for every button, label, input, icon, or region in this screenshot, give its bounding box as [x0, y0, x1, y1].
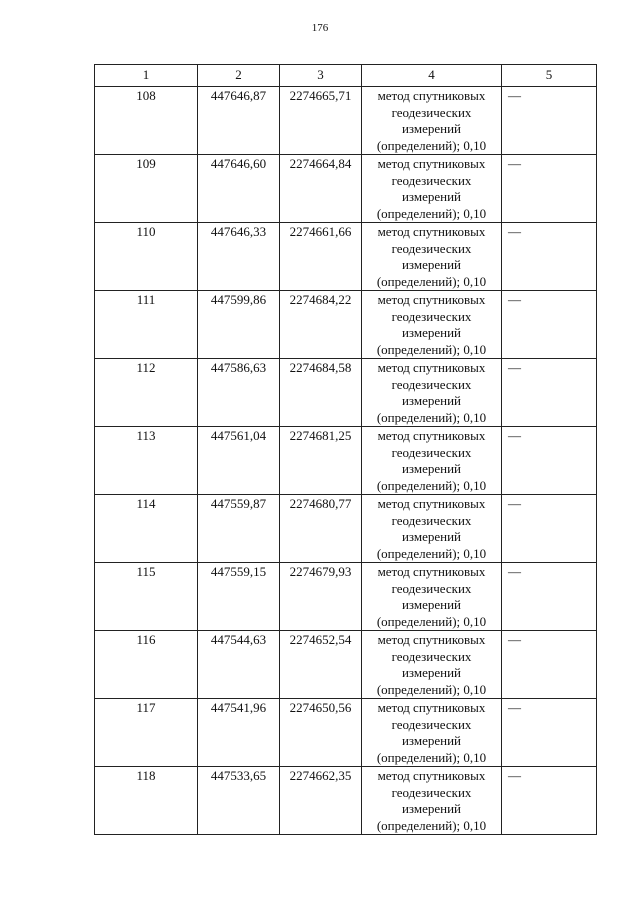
method-line: метод спутниковых — [377, 564, 486, 579]
x-coordinate-cell: 447544,63 — [198, 631, 280, 699]
method-cell — [362, 359, 502, 427]
col5-cell: — — [502, 223, 597, 291]
y-coordinate-cell: 2274684,58 — [280, 359, 362, 427]
table-row — [95, 427, 597, 495]
x-coordinate-cell: 447586,63 — [198, 359, 280, 427]
y-coordinate-cell: 2274684,22 — [280, 291, 362, 359]
method-line: геодезических — [391, 240, 472, 256]
y-coordinate-cell: 2274650,56 — [280, 699, 362, 767]
table-row — [95, 767, 597, 835]
point-number-cell: 111 — [95, 291, 198, 359]
header-col-4: 4 — [362, 65, 502, 87]
method-line: измерений — [401, 189, 462, 204]
method-line: геодезических — [391, 444, 472, 460]
table-row — [95, 223, 597, 291]
x-coordinate-cell: 447561,04 — [198, 427, 280, 495]
point-number-cell: 116 — [95, 631, 198, 699]
point-number-cell: 113 — [95, 427, 198, 495]
method-line: геодезических — [391, 512, 472, 528]
point-number-cell: 108 — [95, 87, 198, 155]
col5-cell: — — [502, 563, 597, 631]
col5-cell: — — [502, 427, 597, 495]
method-line: геодезических — [391, 308, 472, 324]
x-coordinate-cell: 447599,86 — [198, 291, 280, 359]
col5-cell: — — [502, 631, 597, 699]
table-header-row — [95, 65, 597, 87]
col5-cell: — — [502, 359, 597, 427]
method-cell — [362, 155, 502, 223]
method-line: (определений); 0,10 — [376, 409, 487, 425]
method-line: геодезических — [391, 376, 472, 392]
method-cell — [362, 563, 502, 631]
method-line: геодезических — [391, 172, 472, 188]
col5-cell: — — [502, 699, 597, 767]
method-line: геодезических — [391, 716, 472, 732]
method-line: (определений); 0,10 — [376, 613, 487, 629]
point-number-cell: 112 — [95, 359, 198, 427]
method-cell — [362, 767, 502, 835]
point-number-cell: 118 — [95, 767, 198, 835]
method-line: геодезических — [391, 784, 472, 800]
header-col-5: 5 — [502, 65, 597, 87]
header-col-3: 3 — [280, 65, 362, 87]
table-row — [95, 87, 597, 155]
method-line: метод спутниковых — [377, 632, 486, 647]
method-line: геодезических — [391, 104, 472, 120]
method-line: метод спутниковых — [377, 360, 486, 375]
method-line: измерений — [401, 665, 462, 680]
col5-cell: — — [502, 495, 597, 563]
method-line: измерений — [401, 801, 462, 816]
x-coordinate-cell: 447646,33 — [198, 223, 280, 291]
x-coordinate-cell: 447646,87 — [198, 87, 280, 155]
table-row — [95, 631, 597, 699]
table-row — [95, 359, 597, 427]
method-cell — [362, 291, 502, 359]
method-line: измерений — [401, 461, 462, 476]
y-coordinate-cell: 2274652,54 — [280, 631, 362, 699]
col5-cell: — — [502, 291, 597, 359]
point-number-cell: 109 — [95, 155, 198, 223]
y-coordinate-cell: 2274664,84 — [280, 155, 362, 223]
col5-cell: — — [502, 767, 597, 835]
method-line: измерений — [401, 733, 462, 748]
coordinates-table — [94, 64, 597, 835]
x-coordinate-cell: 447559,87 — [198, 495, 280, 563]
table-row — [95, 699, 597, 767]
method-line: измерений — [401, 393, 462, 408]
y-coordinate-cell: 2274661,66 — [280, 223, 362, 291]
method-line: метод спутниковых — [377, 496, 486, 511]
method-line: (определений); 0,10 — [376, 681, 487, 697]
method-line: метод спутниковых — [377, 700, 486, 715]
table-row — [95, 155, 597, 223]
method-line: (определений); 0,10 — [376, 545, 487, 561]
y-coordinate-cell: 2274662,35 — [280, 767, 362, 835]
method-cell — [362, 495, 502, 563]
table-body — [95, 87, 597, 835]
col5-cell: — — [502, 87, 597, 155]
point-number-cell: 114 — [95, 495, 198, 563]
x-coordinate-cell: 447646,60 — [198, 155, 280, 223]
method-line: (определений); 0,10 — [376, 205, 487, 221]
page-number: 176 — [311, 22, 329, 34]
method-line: метод спутниковых — [377, 224, 486, 239]
method-cell — [362, 631, 502, 699]
method-line: метод спутниковых — [377, 292, 486, 307]
method-line: метод спутниковых — [377, 428, 486, 443]
x-coordinate-cell: 447541,96 — [198, 699, 280, 767]
method-line: (определений); 0,10 — [376, 749, 487, 765]
point-number-cell: 115 — [95, 563, 198, 631]
table-row — [95, 563, 597, 631]
method-line: (определений); 0,10 — [376, 273, 487, 289]
method-cell — [362, 223, 502, 291]
method-cell — [362, 87, 502, 155]
method-line: (определений); 0,10 — [376, 477, 487, 493]
method-line: геодезических — [391, 580, 472, 596]
point-number-cell: 110 — [95, 223, 198, 291]
method-line: измерений — [401, 597, 462, 612]
col5-cell: — — [502, 155, 597, 223]
header-col-2: 2 — [198, 65, 280, 87]
x-coordinate-cell: 447533,65 — [198, 767, 280, 835]
method-line: (определений); 0,10 — [376, 341, 487, 357]
method-cell — [362, 427, 502, 495]
method-line: (определений); 0,10 — [376, 137, 487, 153]
table-row — [95, 495, 597, 563]
method-line: метод спутниковых — [377, 768, 486, 783]
header-col-1: 1 — [95, 65, 198, 87]
method-line: измерений — [401, 529, 462, 544]
method-line: измерений — [401, 121, 462, 136]
point-number-cell: 117 — [95, 699, 198, 767]
x-coordinate-cell: 447559,15 — [198, 563, 280, 631]
method-line: геодезических — [391, 648, 472, 664]
method-line: (определений); 0,10 — [376, 817, 487, 833]
y-coordinate-cell: 2274681,25 — [280, 427, 362, 495]
method-line: измерений — [401, 325, 462, 340]
y-coordinate-cell: 2274680,77 — [280, 495, 362, 563]
y-coordinate-cell: 2274665,71 — [280, 87, 362, 155]
method-line: измерений — [401, 257, 462, 272]
method-cell — [362, 699, 502, 767]
method-line: метод спутниковых — [377, 88, 486, 103]
method-line: метод спутниковых — [377, 156, 486, 171]
y-coordinate-cell: 2274679,93 — [280, 563, 362, 631]
table-row — [95, 291, 597, 359]
